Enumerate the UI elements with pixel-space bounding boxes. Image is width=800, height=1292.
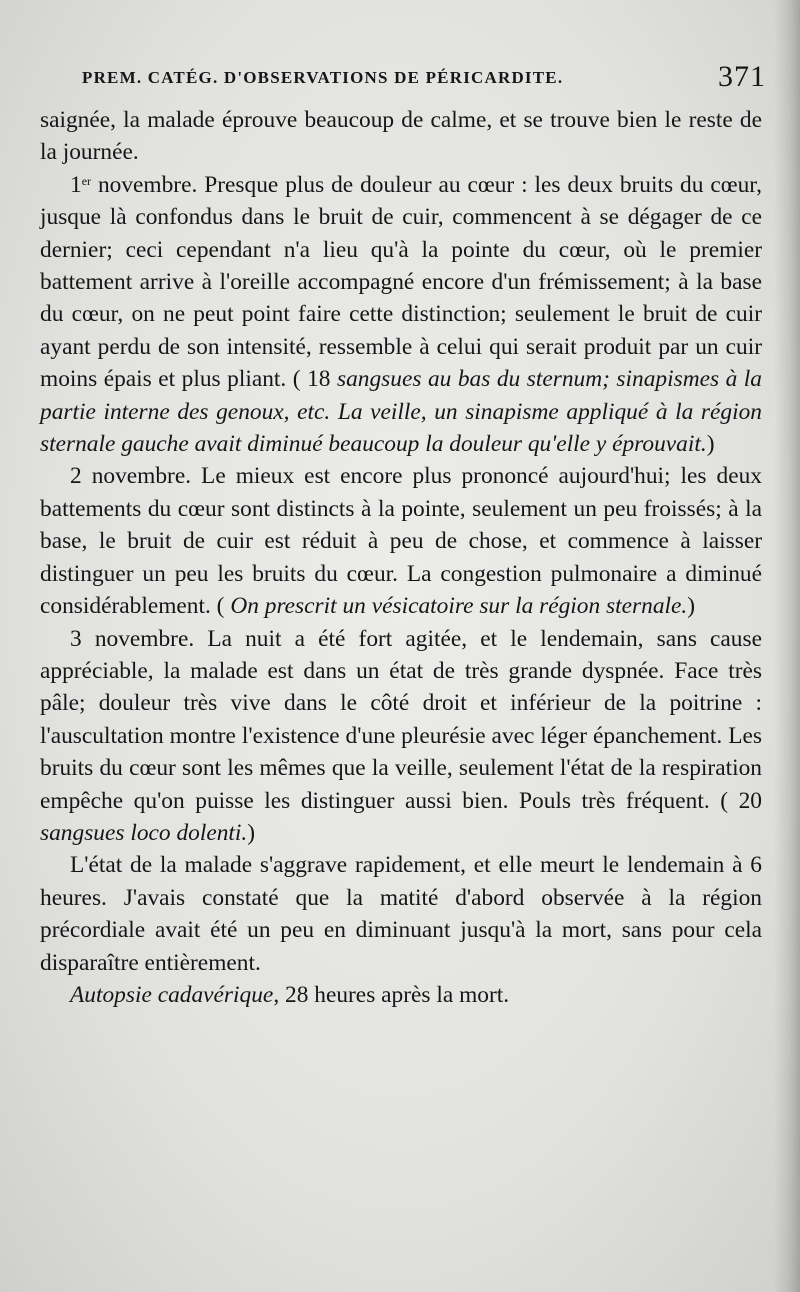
paragraph-3-novembre: [40, 623, 762, 850]
page-number: 371: [718, 60, 766, 93]
running-head: PREM. CATÉG. D'OBSERVATIONS DE PÉRICARDITE.: [82, 68, 564, 87]
paragraph-text: novembre. Presque plus de douleur au cœur : les deux bruits du cœur, jusque là confondus dans le bruit de cuir, commencent à se dégager de ce dernier; ceci cependant n'a lieu qu'à la pointe du cœur, où le premier battement arrive à l'oreille accompagné encore d'un frémissement; à la base du cœur, on ne peut point faire cette distinction; seulement le bruit de cuir ayant perdu de son intensité, ressemble à celui qui serait produit par un cuir moins épais et plus pliant. ( 18: [40, 171, 762, 393]
page-header: [82, 60, 766, 94]
prescription-italic: sangsues au bas du sternum; sinapismes à la partie interne des genoux, etc. La veille, un sinapisme appliqué à la région sternale gauche avait diminué beaucoup la douleur qu'elle y éprouvait.: [40, 366, 762, 458]
paragraph-2-novembre: [40, 460, 762, 622]
closing-paren: ): [247, 819, 256, 846]
prescription-italic: sangsues loco dolenti.: [40, 819, 248, 846]
autopsie-heading: Autopsie cadavérique: [70, 981, 274, 1008]
day-superscript: er: [81, 173, 92, 188]
page-spine-shadow: [774, 0, 800, 1292]
closing-paren: ): [706, 431, 715, 458]
paragraph-1-novembre: [40, 169, 762, 461]
paragraph-text: 2 novembre. Le mieux est encore plus prononcé aujourd'hui; les deux battements du cœur sont distincts à la pointe, seulement un peu froissés; à la base, le bruit de cuir est réduit à peu de chose, et commence à laisser distinguer un peu les bruits du cœur. La congestion pulmonaire a diminué considérablement. (: [40, 463, 762, 620]
paragraph-autopsie: [40, 979, 762, 1011]
paragraph-saignee: [40, 104, 762, 169]
paragraph-text: L'état de la malade s'aggrave rapidement, et elle meurt le lendemain à 6 heures. J'avais constaté que la matité d'abord observée à la région précordiale avait été un peu en diminuant jusqu'à la mort, sans pour cela disparaître entièrement.: [40, 852, 762, 976]
closing-paren: ): [687, 593, 696, 620]
paragraph-aggravation: [40, 849, 762, 979]
day-number: 1: [70, 171, 82, 198]
paragraph-text: , 28 heures après la mort.: [273, 981, 510, 1008]
page-body: [40, 104, 762, 1011]
paragraph-text: 3 novembre. La nuit a été fort agitée, et le lendemain, sans cause appréciable, la malade est dans un état de très grande dyspnée. Face très pâle; douleur très vive dans le côté droit et inférieur de la poitrine : l'auscultation montre l'existence d'une pleurésie avec léger épanchement. Les bruits du cœur sont les mêmes que la veille, seulement l'état de la respiration empêche qu'on puisse les distinguer aussi bien. Pouls très fréquent. ( 20: [40, 625, 762, 814]
paragraph-text: saignée, la malade éprouve beaucoup de calme, et se trouve bien le reste de la journée.: [40, 107, 762, 166]
prescription-italic: On prescrit un vésicatoire sur la région sternale.: [230, 593, 688, 620]
